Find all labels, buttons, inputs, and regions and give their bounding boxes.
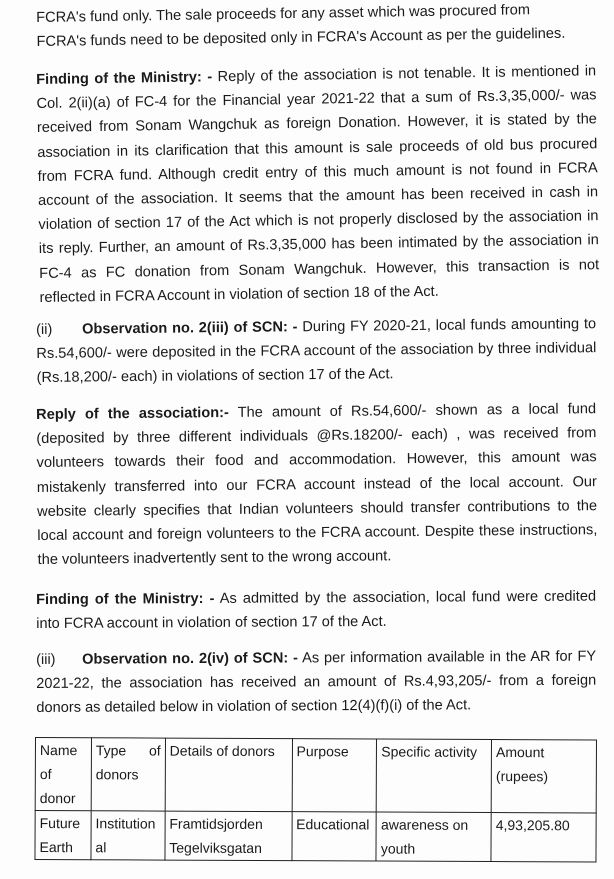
reply-text: The amount of Rs.54,600/- shown as a local fund (deposited by three different individuals @Rs.18200/- each) , was received from volunteers towards their food and accommodation. However, this amount was mistakenly transferred into our FCRA account instead of the local account. Our website clearly specifies that Indian volunteers should transfer contributions to the local account and foreign volunteers to the FCRA account. Despite these instructions, the volunteers inadvertently sent to the wrong account.	[36, 401, 598, 569]
observation-2iii-number: (ii)	[36, 321, 53, 338]
observation-2iv-number: (iii)	[36, 651, 56, 668]
reply-heading: Reply of the association:-	[36, 404, 229, 423]
cell-type-of-donors: Institutional	[91, 811, 165, 860]
finding-2-text: As admitted by the association, local fund were credited into FCRA account in violation of section 17 of the Act.	[36, 588, 597, 633]
intro-paragraph	[36, 0, 597, 54]
finding-2-heading: Finding of the Ministry: -	[36, 590, 215, 608]
cell-specific-activity: awareness on youth	[376, 812, 491, 862]
intro-line-1: FCRA's fund only. The sale proceeds for any asset which was procured from	[36, 2, 531, 26]
header-type-of-donors: Type of donors	[91, 738, 165, 811]
observation-2iv-text: As per information available in the AR for FY 2021-22, the association has received an amount of Rs.4,93,205/- from a foreign donors as detailed below in violation of section 12(4)(f)(i) of the Act.	[36, 648, 597, 717]
foreign-donors-table	[34, 737, 597, 862]
cell-purpose: Educational	[292, 812, 377, 861]
observation-2iii-heading: Observation no. 2(iii) of SCN: -	[82, 319, 298, 338]
finding-1-heading: Finding of the Ministry: -	[36, 69, 213, 88]
finding-of-ministry-2	[36, 585, 596, 637]
finding-of-ministry-1	[36, 59, 600, 310]
reply-of-association	[36, 397, 598, 572]
intro-line-2: FCRA's funds need to be deposited only in FCRA's Account as per the guidelines.	[36, 25, 566, 51]
header-details-of-donors: Details of donors	[165, 738, 292, 812]
header-specific-activity: Specific activity	[377, 739, 492, 812]
observation-2iv-heading: Observation no. 2(iv) of SCN: -	[82, 650, 299, 668]
header-purpose: Purpose	[292, 739, 377, 812]
observation-2iii-text: During FY 2020-21, local funds amounting to Rs.54,600/- were deposited in the FCRA account of the association by three individual (Rs.18,200/- each) in violations of section 17 of the Act.	[36, 316, 597, 387]
cell-amount: 4,93,205.80	[491, 812, 596, 861]
table-row	[35, 811, 596, 862]
observation-2iii	[36, 312, 597, 390]
header-name-of-donor: Name of donor	[35, 738, 91, 811]
cell-details-of-donors: Framtidsjorden Tegelviksgatan	[165, 811, 292, 861]
observation-2iv	[36, 645, 596, 721]
finding-1-text: Reply of the association is not tenable. It is mentioned in Col. 2(ii)(a) of FC-4 for the Financial year 2021-22 that a sum of Rs.3,35,000/- was received from Sonam Wangchuk as foreign Donation. However, it is stated by the association in its clarification that this amount is sale proceeds of old bus procured from FCRA fund. Although credit entry of this much amount is not found in FCRA account of the association. It seems that the amount has been received in cash in violation of section 17 of the Act which is not properly disclosed by the association in its reply. Further, an amount of Rs.3,35,000 has been intimated by the association in FC-4 as FC donation from Sonam Wangchuk. However, this transaction is not reflected in FCRA Account in violation of section 18 of the Act.	[36, 63, 600, 306]
table-header-row	[35, 738, 596, 813]
cell-name-of-donor: Future Earth	[35, 811, 91, 860]
header-amount: Amount (rupees)	[491, 739, 596, 812]
